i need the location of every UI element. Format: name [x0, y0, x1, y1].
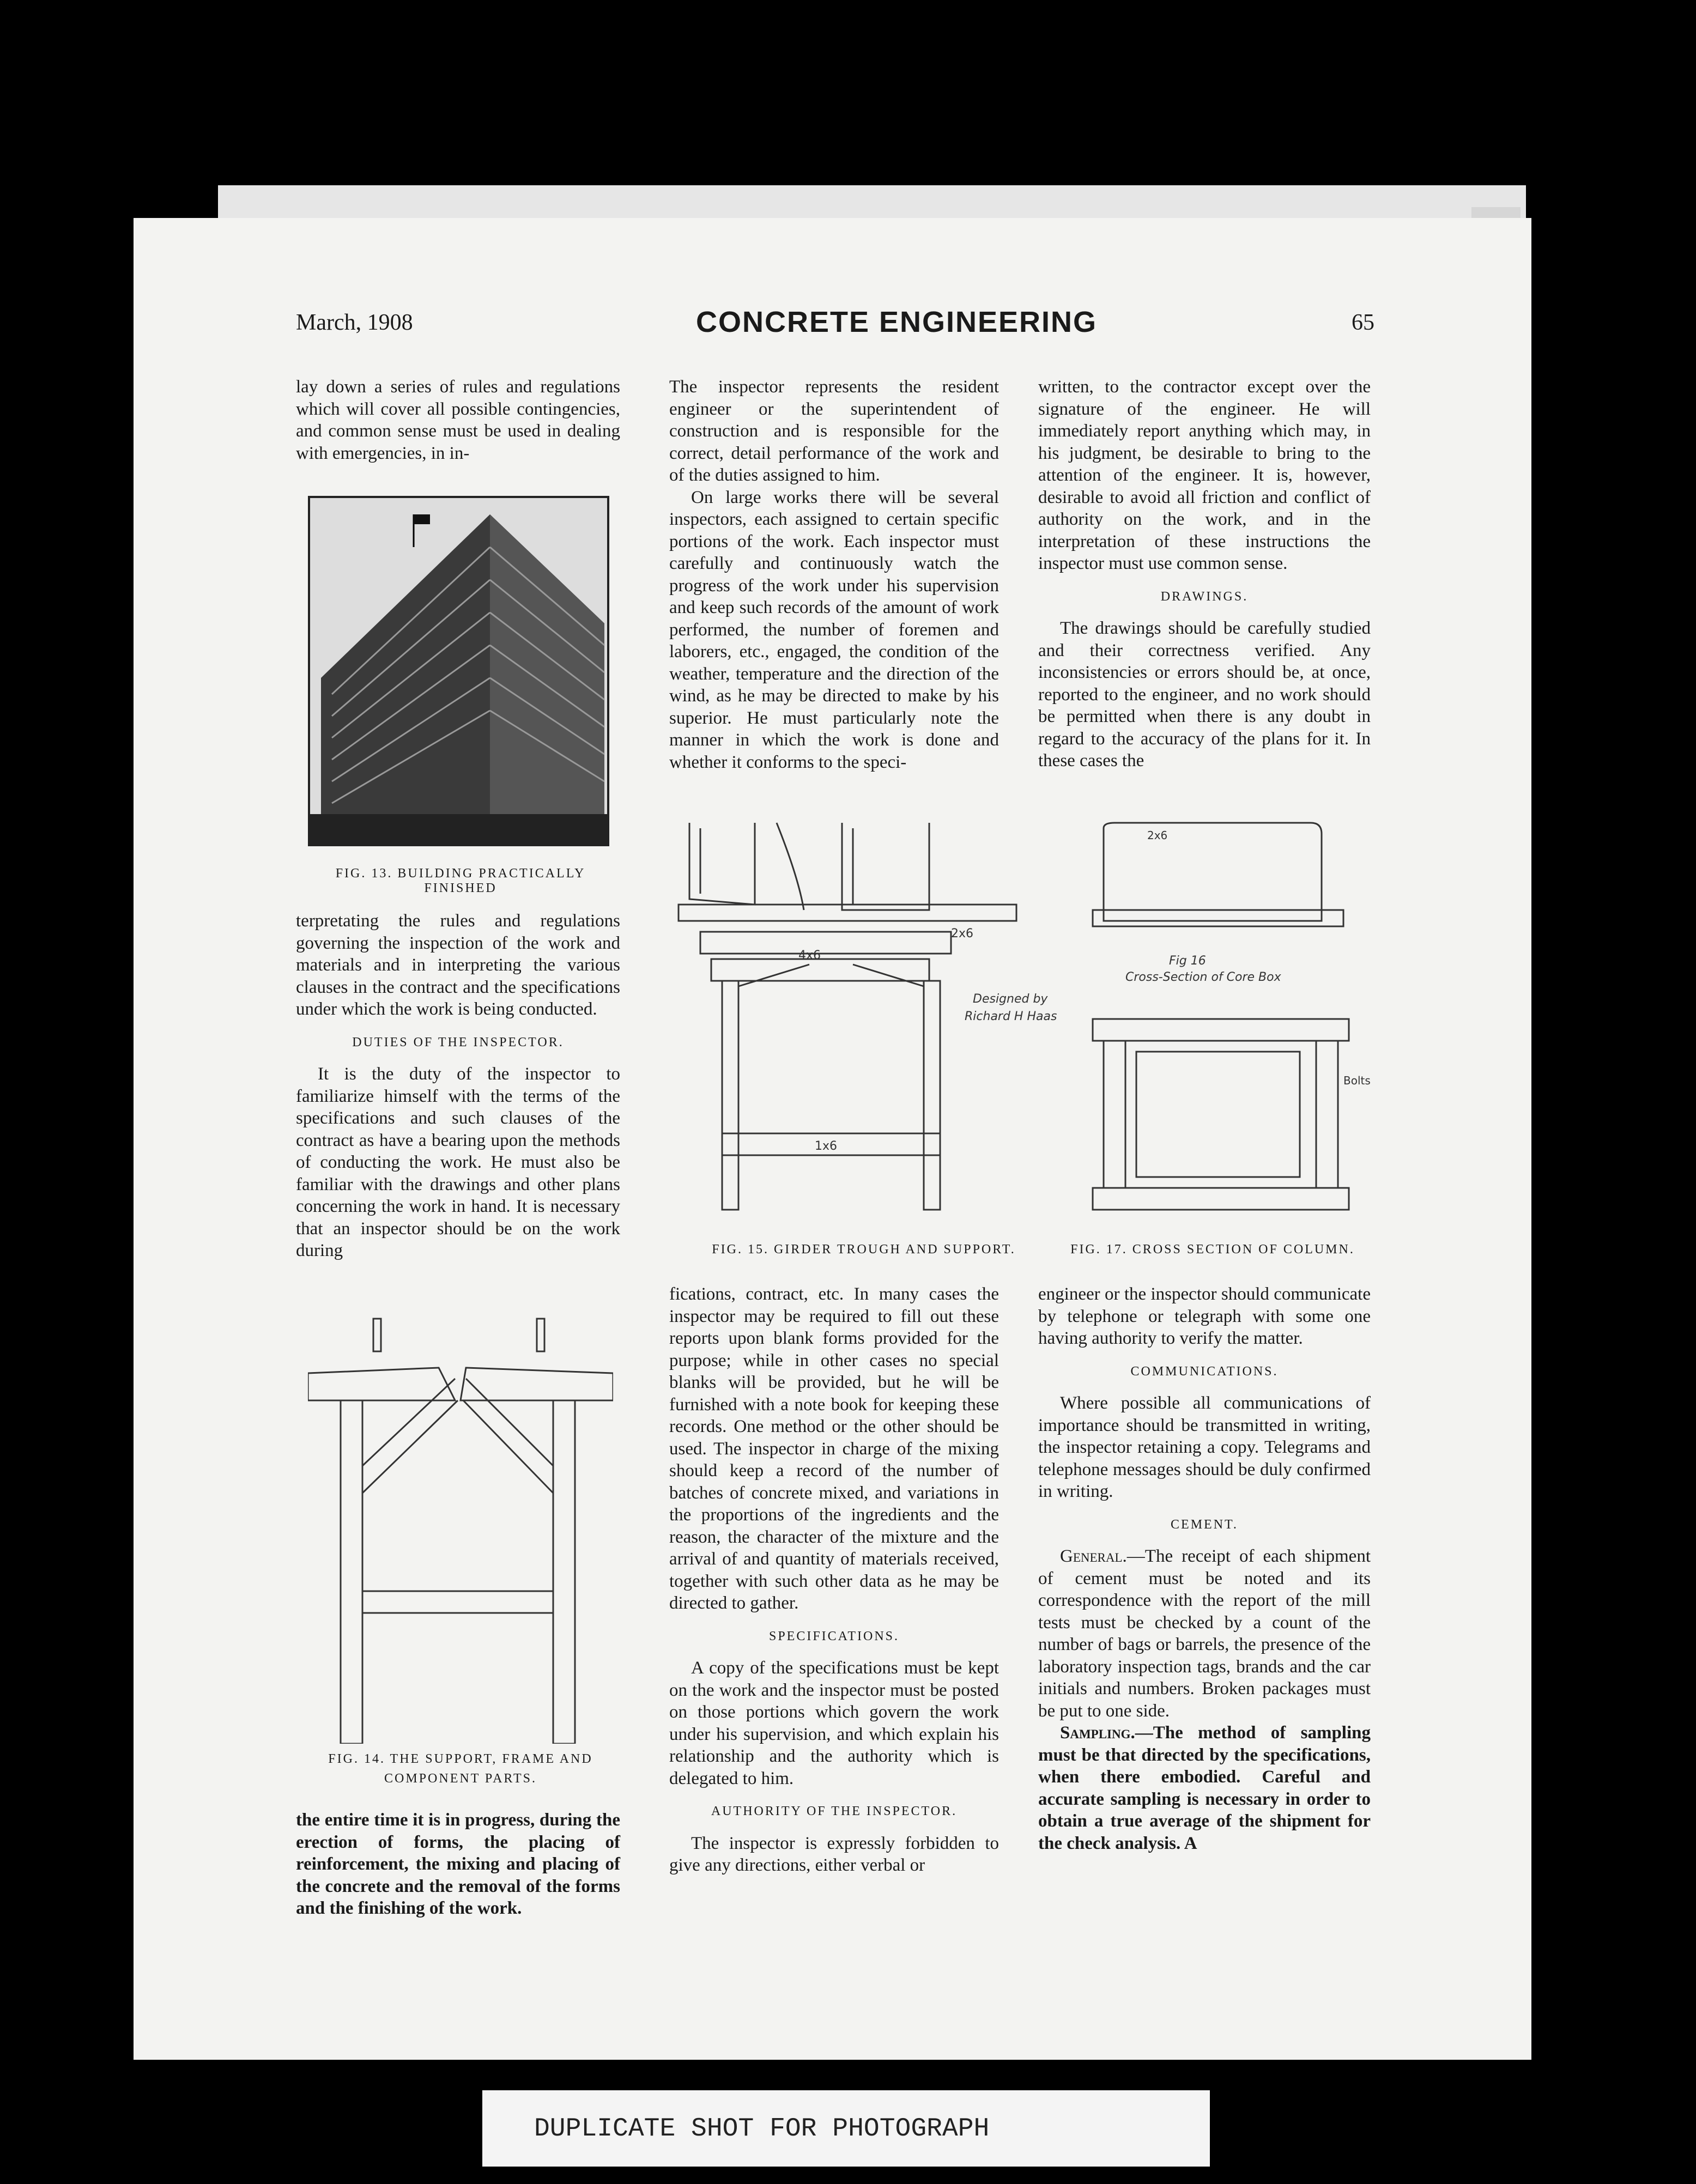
col3-paragraph: Where possible all communications of importance should be transmitted in writing, the inspector retaining a copy. Telegrams and telephone messages should be duly confirmed in writing. [1038, 1393, 1371, 1501]
heading-drawings: DRAWINGS. [1160, 589, 1249, 604]
col1-bottom [296, 1809, 620, 1920]
column-cross-section-sketch [1071, 812, 1398, 1237]
fig17-drawing [1071, 812, 1398, 1237]
duplicate-shot-text: DUPLICATE SHOT FOR PHOTOGRAPH [534, 2114, 990, 2144]
col3-paragraph: engineer or the inspector should communicate by telephone or telegraph with some one having authority to verify the matter. [1038, 1284, 1371, 1348]
col2-top [669, 376, 999, 773]
sampling-text: —The method of sampling must be that directed by the specifications, when there embodied. Careful and accurate sampling is necessary in order to obtain a true average of the shipment for the check analysis. A [1038, 1723, 1371, 1853]
heading-specifications: SPECIFICATIONS. [768, 1629, 900, 1643]
col3-paragraph [1038, 1722, 1371, 1854]
header-date: March, 1908 [296, 310, 413, 335]
fig14-caption: FIG. 14. THE SUPPORT, FRAME AND COMPONENT PARTS. [328, 1752, 593, 1786]
sampling-label: Sampling. [1060, 1723, 1135, 1743]
col2-paragraph: The inspector represents the resident engineer or the superintendent of construction and is responsible for the correct, detail performance of the work and of the duties assigned to him. [669, 377, 999, 485]
page-number: 65 [1352, 310, 1374, 335]
dim-2x6-label: 2x6 [951, 927, 974, 941]
fig16-caption: Cross-Section of Core Box [1125, 970, 1281, 984]
girder-trough-sketch [668, 812, 1060, 1221]
fig15-caption: FIG. 15. GIRDER TROUGH AND SUPPORT. [712, 1242, 1016, 1257]
col2-paragraph: A copy of the specifications must be kept on the work and the inspector must be posted on those portions which govern the work under his supervision, and which explain his relationship and the authority which is delegated to him. [669, 1658, 999, 1788]
bolts-label: Bolts [1343, 1074, 1371, 1087]
col1-paragraph: terpretating the rules and regulations governing the inspection of the work and materials and in interpreting the various clauses in the contract and the specifications under which the work is being conducted. [296, 911, 620, 1019]
designer-note-line1: Designed by [973, 992, 1048, 1006]
col2-bottom [669, 1283, 999, 1877]
fig15-drawing [668, 812, 1060, 1221]
fig13-photo [308, 496, 609, 846]
dim-4x6-label: 4x6 [798, 949, 821, 962]
building-photo-image [310, 498, 607, 844]
general-label: General. [1060, 1546, 1127, 1566]
dim-2x6-label: 2x6 [1147, 829, 1168, 842]
heading-cement: CEMENT. [1171, 1517, 1238, 1532]
heading-authority: AUTHORITY OF THE INSPECTOR. [711, 1804, 958, 1818]
col3-paragraph [1038, 1545, 1371, 1722]
col2-paragraph: The inspector is expressly forbidden to give any directions, either verbal or [669, 1833, 999, 1875]
col3-paragraph: The drawings should be carefully studied and their correctness verified. Any inconsistencies or errors should be, at once, reported to the engineer, and no work should be permitted when there is any doubt in regard to the accuracy of the plans for it. In these cases the [1038, 618, 1371, 771]
heading-duties: DUTIES OF THE INSPECTOR. [352, 1035, 564, 1049]
document-page [134, 218, 1531, 2060]
col1-paragraph: lay down a series of rules and regulations which will cover all possible contingencies, and common sense must be used in dealing with emergencies, in in- [296, 377, 620, 463]
col3-paragraph: written, to the contractor except over the signature of the engineer. He will immediately report anything which may, in his judgment, be desirable to bring to the attention of the engineer. It is, however, desirable to avoid all friction and conflict of authority on the work, and in the interpretation of these instructions the inspector must use common sense. [1038, 377, 1371, 573]
general-text: —The receipt of each shipment of cement must be noted and its correspondence with the report of the mill tests must be checked by a count of the number of bags or barrels, the presence of the laboratory inspection tags, brands and the car initials and numbers. Broken packages must be put to one side. [1038, 1546, 1371, 1721]
col2-paragraph: On large works there will be several inspectors, each assigned to certain specific portions of the work. Each inspector must carefully and continuously watch the progress of the work under his supervision and keep such records of the amount of work performed, the number of foremen and laborers, etc., engaged, the condition of the weather, temperature and the direction of the wind, as he may be directed to make by his superior. He must particularly note the manner in which the work is done and whether it conforms to the speci- [669, 487, 999, 772]
col3-top [1038, 376, 1371, 772]
fig17-caption: FIG. 17. CROSS SECTION OF COLUMN. [1070, 1242, 1355, 1257]
dim-1x6-label: 1x6 [815, 1139, 838, 1153]
designer-note-line2: Richard H Haas [965, 1010, 1057, 1023]
fig14-drawing [308, 1308, 613, 1744]
support-frame-sketch [308, 1308, 613, 1744]
col1-paragraph: It is the duty of the inspector to familiarize himself with the terms of the specifications and such clauses of the contract as have a bearing upon the methods of conducting the work. He must also be familiar with the drawings and other plans concerning the work in hand. It is necessary that an inspector should be on the work during [296, 1064, 620, 1260]
col1-top [296, 376, 620, 464]
col1-middle [296, 910, 620, 1262]
fig16-label: Fig 16 [1169, 954, 1206, 968]
col3-bottom [1038, 1283, 1371, 1854]
fig13-caption: FIG. 13. BUILDING PRACTICALLY FINISHED [335, 866, 586, 895]
col2-paragraph: fications, contract, etc. In many cases the inspector may be required to fill out these reports upon blank forms provided for the purpose; while in other cases no special blanks will be provided, but he will be furnished with a note book for keeping these records. One method or the other should be used. The inspector in charge of the mixing should keep a record of the number of batches of concrete mixed, and variations in the proportions of the ingredients and the reason, the character of the mixture and the arrival of and quantity of materials received, together with such other data as he may be directed to gather. [669, 1284, 999, 1613]
col1-paragraph: the entire time it is in progress, during the erection of forms, the placing of reinforcement, the mixing and placing of the concrete and the removal of the forms and the finishing of the work. [296, 1810, 620, 1918]
heading-communications: COMMUNICATIONS. [1130, 1364, 1279, 1379]
journal-title: CONCRETE ENGINEERING [695, 306, 1098, 338]
